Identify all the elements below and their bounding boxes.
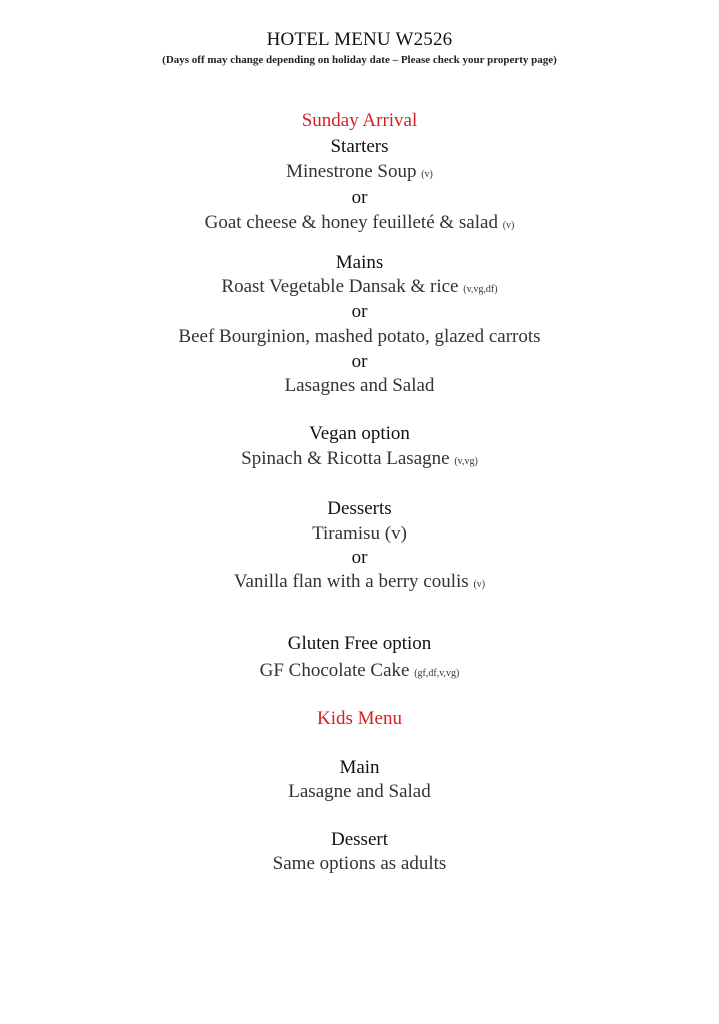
dessert-2-name: Vanilla flan with a berry coulis <box>233 571 469 592</box>
page-title: HOTEL MENU W2526 <box>266 29 453 50</box>
starter-2-name: Goat cheese & honey feuilleté & salad <box>204 212 498 233</box>
desserts-heading: Desserts <box>327 498 392 519</box>
main-3-name: Lasagnes and Salad <box>284 375 435 396</box>
main-2-name: Beef Bourginion, mashed potato, glazed carrots <box>178 326 541 347</box>
page-subtitle: (Days off may change depending on holiday date – Please check your property page) <box>162 54 557 66</box>
or-separator: or <box>351 547 368 568</box>
kids-main-heading: Main <box>339 757 380 778</box>
gf-1-name: GF Chocolate Cake <box>259 660 410 681</box>
main-1-name: Roast Vegetable Dansak & rice <box>221 276 459 297</box>
dessert-item <box>0 572 719 591</box>
gluten-free-item <box>0 661 719 680</box>
main-item <box>0 376 719 395</box>
starter-1-tag: (v) <box>421 169 433 180</box>
vegan-1-name: Spinach & Ricotta Lasagne <box>241 448 450 469</box>
gf-1-tag: (gf,df,v,vg) <box>414 668 460 679</box>
kids-main-item: Lasagne and Salad <box>288 781 431 802</box>
dessert-item <box>0 524 719 543</box>
or-separator: or <box>351 187 368 208</box>
or-separator: or <box>351 301 368 322</box>
mains-heading: Mains <box>335 252 384 273</box>
main-item <box>0 277 719 296</box>
section-kids-menu: Kids Menu <box>317 708 402 729</box>
vegan-1-tag: (v,vg) <box>454 456 478 467</box>
or-separator: or <box>351 351 368 372</box>
vegan-heading: Vegan option <box>309 423 410 444</box>
main-1-tag: (v,vg,df) <box>463 284 498 295</box>
starter-item <box>0 162 719 181</box>
dessert-2-tag: (v) <box>473 579 486 590</box>
gluten-free-heading: Gluten Free option <box>287 633 432 654</box>
starter-1-name: Minestrone Soup <box>286 161 417 182</box>
kids-dessert-heading: Dessert <box>331 829 388 850</box>
dessert-1-name: Tiramisu (v) <box>312 523 407 544</box>
starter-item <box>0 213 719 232</box>
starters-heading: Starters <box>330 136 389 157</box>
section-sunday-arrival: Sunday Arrival <box>301 110 418 131</box>
main-item <box>0 327 719 346</box>
vegan-item <box>0 449 719 468</box>
starter-2-tag: (v) <box>502 220 515 231</box>
kids-dessert-item: Same options as adults <box>272 853 447 874</box>
